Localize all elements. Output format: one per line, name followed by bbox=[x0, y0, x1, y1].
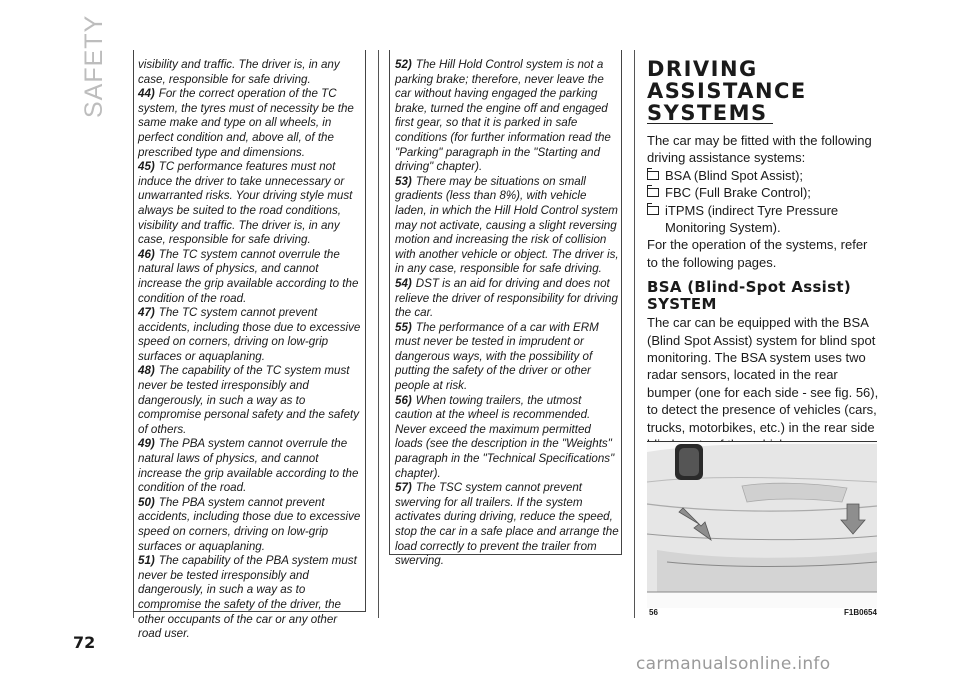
note-text: The capability of the PBA system must never be tested irresponsibly and dangerously, in such a way as to compromise the safety of the driver, the other occupants of the car or any other road user. bbox=[138, 554, 357, 641]
warning-note bbox=[395, 58, 619, 175]
warning-note bbox=[138, 554, 362, 642]
bullet-icon bbox=[647, 206, 659, 215]
warning-note bbox=[395, 481, 619, 569]
note-number: 56) bbox=[395, 393, 412, 407]
figure-number: 56 bbox=[649, 608, 658, 617]
note-text: The Hill Hold Control system is not a parking brake; therefore, never leave the car without having engaged the parking brake, turned the engine off and engaged first gear, so that it is parked in safe conditions (for further information read the "Parking" paragraph in the "Starting and driving" chapter). bbox=[395, 58, 611, 174]
section-side-tab: SAFETY bbox=[80, 14, 108, 118]
note-text: visibility and traffic. The driver is, in any case, responsible for safe driving. bbox=[138, 58, 340, 86]
watermark: carmanualsonline.info bbox=[636, 654, 831, 674]
note-text: The PBA system cannot prevent accidents, including those due to excessive speed on corners, driving on low-grip surfaces or aquaplaning. bbox=[138, 495, 361, 553]
warning-note bbox=[395, 175, 619, 277]
note-text: When towing trailers, the utmost caution at the wheel is recommended. Never exceed the maximum permitted loads (see the description in the "Weights" paragraph in the "Technical Specifications" chapter). bbox=[395, 393, 615, 480]
warning-notes-left bbox=[138, 58, 362, 642]
warning-notes-middle bbox=[395, 58, 619, 569]
note-number: 54) bbox=[395, 276, 412, 290]
note-text: DST is an aid for driving and does not relieve the driver of responsibility for driving the car. bbox=[395, 276, 618, 320]
column-divider bbox=[378, 50, 379, 618]
warning-note bbox=[138, 58, 362, 87]
note-number: 48) bbox=[138, 364, 155, 378]
note-number: 46) bbox=[138, 247, 155, 261]
subsection-heading: BSA (Blind-Spot Assist) SYSTEM bbox=[647, 278, 851, 314]
note-text: There may be situations on small gradients (less than 8%), with vehicle laden, in which the Hill Hold Control system may not activate, causing a slight reversing motion and increasing the risk of collision with another vehicle or object. The driver is, in any case, responsible for safe driving. bbox=[395, 174, 619, 276]
warning-note bbox=[395, 394, 619, 482]
note-text: The TSC system cannot prevent swerving for all trailers. If the system activates during driving, reduce the speed, stop the car in a safe place and arrange the load correctly to prevent the trailer from swerving. bbox=[395, 481, 619, 568]
note-number: 52) bbox=[395, 58, 412, 71]
note-text: The PBA system cannot overrule the natural laws of physics, and cannot increase the grip available according to the condition of the road. bbox=[138, 437, 359, 495]
list-item: iTPMS (indirect Tyre Pressure Monitoring System). bbox=[647, 202, 879, 237]
warning-note bbox=[138, 437, 362, 495]
car-rear-illustration bbox=[647, 442, 877, 608]
note-number: 49) bbox=[138, 437, 155, 451]
list-item: BSA (Blind Spot Assist); bbox=[647, 167, 879, 184]
refer-text: For the operation of the systems, refer to the following pages. bbox=[647, 237, 868, 270]
warning-note bbox=[395, 321, 619, 394]
warning-note bbox=[138, 364, 362, 437]
warning-note bbox=[395, 277, 619, 321]
note-text: For the correct operation of the TC system, the tyres must of necessity be the same make and type on all wheels, in perfect condition and, above all, of the prescribed type and dimensions. bbox=[138, 87, 354, 159]
note-number: 45) bbox=[138, 160, 155, 174]
note-number: 47) bbox=[138, 306, 155, 320]
note-number: 50) bbox=[138, 495, 155, 509]
warning-note bbox=[138, 496, 362, 554]
figure-bsa-sensors bbox=[647, 441, 877, 615]
note-text: The TC system cannot prevent accidents, including those due to excessive speed on corners, driving on low-grip surfaces or aquaplaning. bbox=[138, 306, 361, 363]
warning-note bbox=[138, 87, 362, 160]
bsa-description: The car can be equipped with the BSA (Blind Spot Assist) system for blind spot monitoring. The BSA system uses two radar sensors, located in the rear bumper (one for each side - see fig. 56), to detect the presence of vehicles (cars, trucks, motorbikes, etc.) in the rear side bbox=[647, 315, 879, 435]
note-number: 57) bbox=[395, 481, 412, 495]
figure-code: F1B0654 bbox=[844, 608, 877, 617]
section-heading: DRIVING ASSISTANCE SYSTEMS bbox=[647, 57, 807, 125]
intro-text: The car may be fitted with the following driving assistance systems: bbox=[647, 133, 872, 166]
note-number: 53) bbox=[395, 174, 412, 188]
note-text: The performance of a car with ERM must never be tested in imprudent or dangerous ways, with the possibility of putting the safety of the driver or other people at risk. bbox=[395, 320, 599, 393]
note-number: 51) bbox=[138, 554, 155, 568]
list-item: FBC (Full Brake Control); bbox=[647, 184, 879, 201]
bullet-icon bbox=[647, 188, 659, 197]
warning-note bbox=[138, 306, 362, 364]
note-text: The capability of the TC system must never be tested irresponsibly and dangerously, in such a way as to compromise personal safety and the safety of others. bbox=[138, 364, 360, 436]
bullet-icon bbox=[647, 171, 659, 180]
note-text: TC performance features must not induce the driver to take unnecessary or unwarranted risks. Your driving style must always be suited to the road conditions, visibility and traffic. The driver is, in any case, responsible for safe driving. bbox=[138, 160, 353, 247]
note-text: The TC system cannot overrule the natural laws of physics, and cannot increase the grip available according to the condition of the road. bbox=[138, 247, 359, 305]
note-number: 55) bbox=[395, 320, 412, 334]
column-divider bbox=[634, 50, 635, 618]
warning-note bbox=[138, 248, 362, 306]
note-number: 44) bbox=[138, 87, 155, 101]
driving-assistance-section bbox=[647, 58, 879, 454]
page-number: 72 bbox=[73, 633, 96, 652]
warning-note bbox=[138, 160, 362, 248]
